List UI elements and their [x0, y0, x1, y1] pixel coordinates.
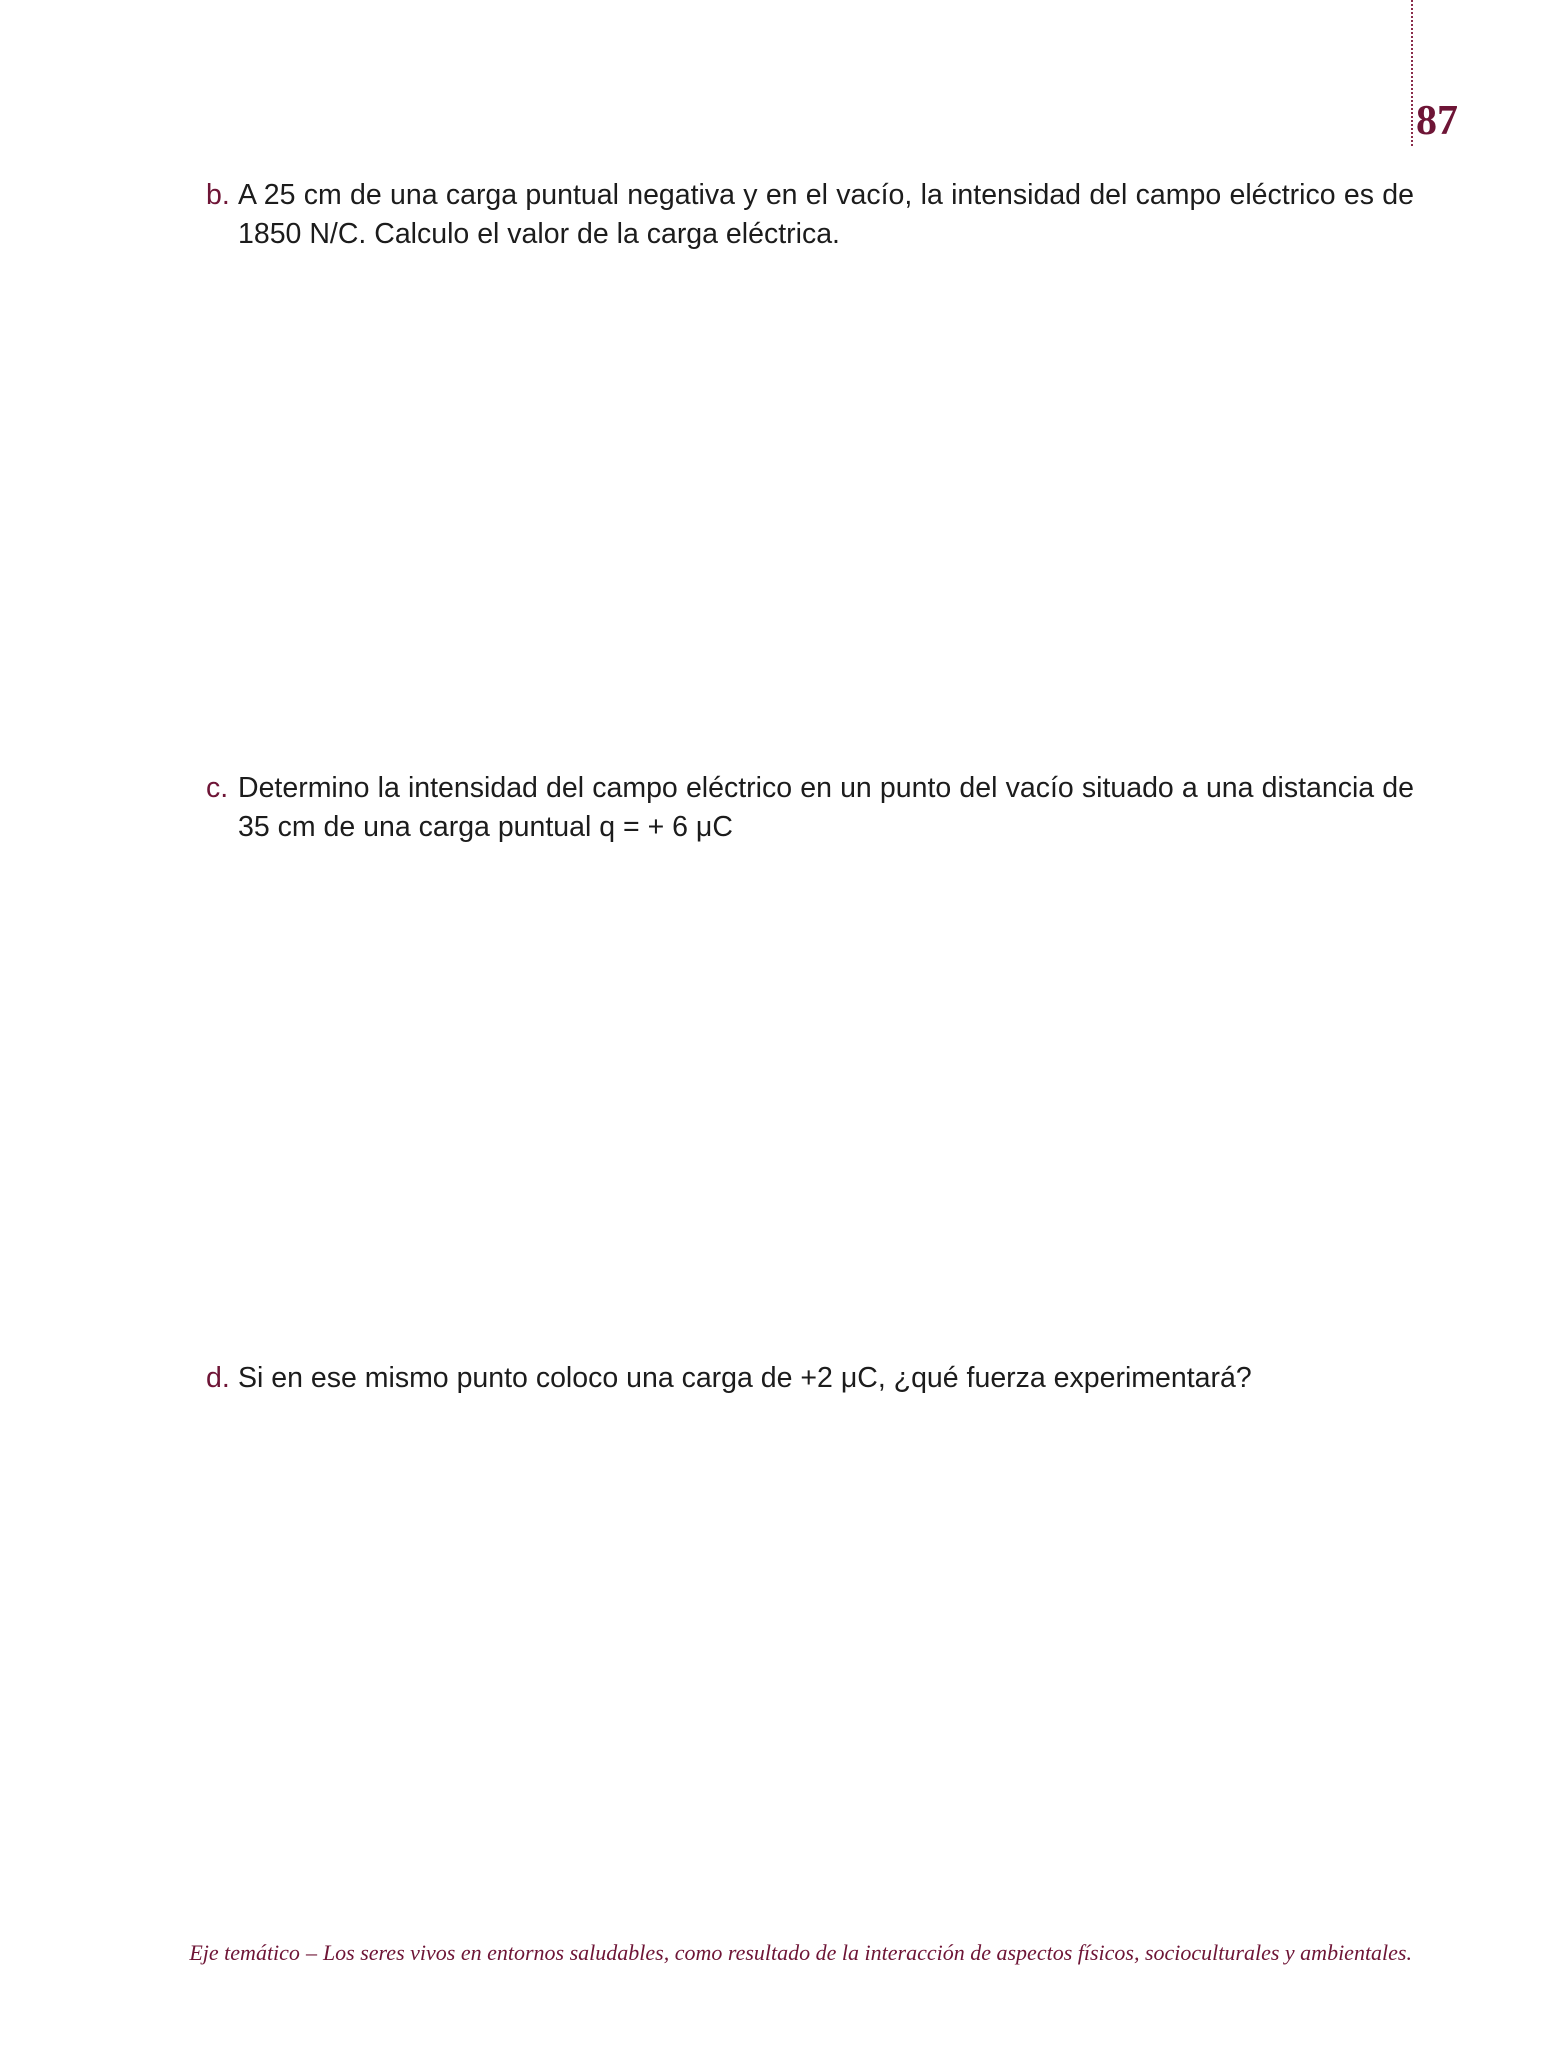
question-d [206, 1359, 1414, 1398]
question-c [206, 769, 1414, 847]
footer-separator: – [305, 1940, 317, 1965]
footer-text: Los seres vivos en entornos saludables, como resultado de la interacción de aspectos físicos, socioculturales y ambientales. [322, 1940, 1412, 1965]
question-text: Determino la intensidad del campo eléctrico en un punto del vacío situado a una distancia de 35 cm de una carga puntual q = + 6 μC [238, 772, 1414, 843]
question-text: Si en ese mismo punto coloco una carga de +2 μC, ¿qué fuerza experimentará? [238, 1362, 1252, 1394]
footer-running-text [0, 1938, 1412, 1968]
question-letter: c. [206, 772, 229, 804]
footer-label: Eje temático [189, 1940, 300, 1965]
question-letter: b. [206, 179, 230, 211]
margin-dotted-rule [1411, 0, 1413, 146]
question-text: A 25 cm de una carga puntual negativa y en el vacío, la intensidad del campo eléctrico es de 1850 N/C. Calculo el valor de la carga eléctrica. [238, 179, 1414, 250]
question-b [206, 176, 1414, 254]
page-number: 87 [1416, 98, 1458, 144]
question-letter: d. [206, 1362, 230, 1394]
